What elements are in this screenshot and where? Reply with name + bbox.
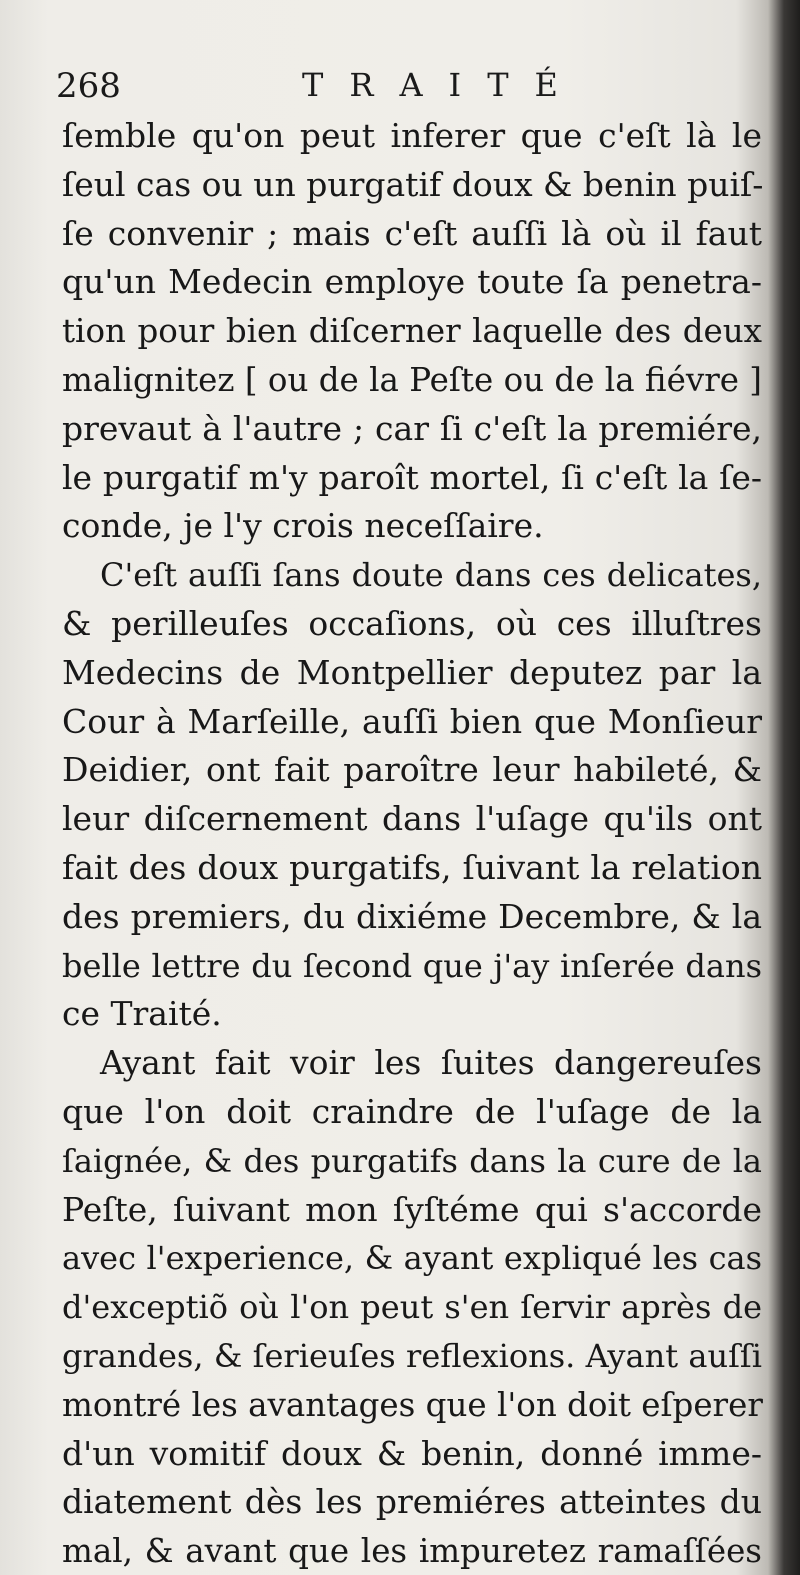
- text-line: d'exceptiõ où l'on peut s'en ſervir après de: [62, 1288, 762, 1327]
- page-header: [56, 62, 756, 112]
- text-line: des premiers, du dixiéme Decembre, & la: [62, 896, 762, 936]
- text-line: avec l'experience, & ayant expliqué les cas: [62, 1239, 762, 1278]
- page-number: 268: [56, 66, 121, 106]
- text-line: Cour à Marſeille, auſſi bien que Monſieur: [62, 701, 762, 741]
- text-line: fait des doux purgatifs, ſuivant la relation: [62, 847, 762, 887]
- text-line: prevaut à l'autre ; car ſi c'eſt la premiére,: [62, 408, 762, 448]
- text-line: & perilleuſes occaſions, où ces illuſtres: [62, 603, 762, 643]
- text-line: ce Traité.: [62, 994, 222, 1034]
- text-line: Ayant fait voir les ſuites dangereuſes: [100, 1043, 762, 1083]
- text-line: le purgatif m'y paroît mortel, ſi c'eſt la ſe-: [62, 457, 762, 497]
- text-line: diatement dès les premiéres atteintes du: [62, 1482, 762, 1522]
- text-line: leur diſcernement dans l'uſage qu'ils ont: [62, 799, 762, 839]
- text-line: ſeul cas ou un purgatif doux & benin puiſ-: [62, 164, 764, 204]
- text-line: Peſte, ſuivant mon ſyſtéme qui s'accorde: [62, 1189, 762, 1229]
- body-text: [62, 112, 762, 1575]
- text-line: ſaignée, & des purgatifs dans la cure de la: [62, 1141, 762, 1180]
- text-line: montré les avantages que l'on doit eſperer: [62, 1385, 763, 1424]
- text-line: ſemble qu'on peut inferer que c'eſt là le: [62, 116, 762, 155]
- text-line: que l'on doit craindre de l'uſage de la: [62, 1091, 762, 1131]
- text-line: Medecins de Montpellier deputez par la: [62, 652, 762, 692]
- text-line: ſe convenir ; mais c'eſt auſſi là où il faut: [62, 213, 762, 253]
- text-line: mal, & avant que les impuretez ramaſſées: [62, 1532, 762, 1571]
- text-line: d'un vomitif doux & benin, donné imme-: [62, 1433, 762, 1473]
- text-line: C'eſt auſſi ſans doute dans ces delicates,: [100, 556, 762, 595]
- text-line: tion pour bien diſcerner laquelle des deux: [62, 312, 762, 351]
- text-line: grandes, & ſerieuſes reflexions. Ayant auſſi: [62, 1336, 762, 1375]
- running-title: TRAITÉ: [302, 66, 584, 104]
- text-line: conde, je l'y crois neceſſaire.: [62, 506, 544, 546]
- text-line: belle lettre du ſecond que j'ay inſerée dans: [62, 946, 762, 985]
- text-line: malignitez [ ou de la Peſte ou de la fiévre ]: [62, 360, 762, 399]
- text-line: Deidier, ont fait paroître leur habileté, &: [62, 750, 762, 790]
- text-line: qu'un Medecin employe toute ſa penetra-: [62, 262, 762, 302]
